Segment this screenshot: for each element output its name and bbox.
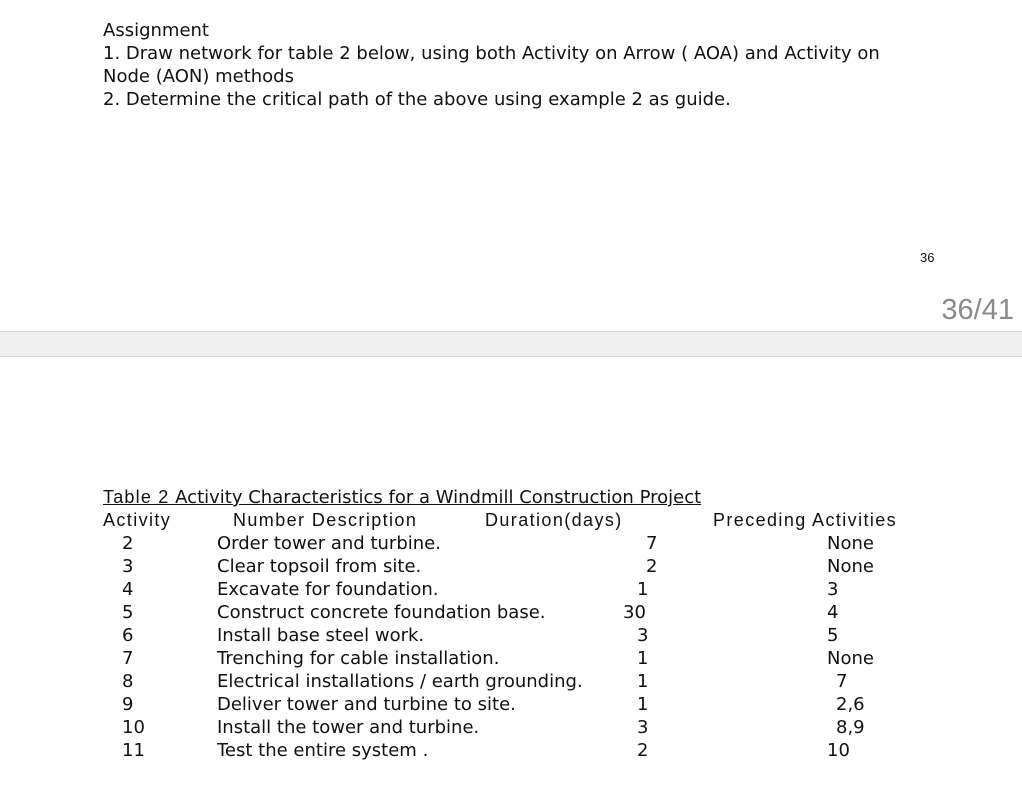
cell-preceding: 5 xyxy=(827,625,839,646)
header-description: Number Description xyxy=(233,510,418,530)
cell-preceding: 7 xyxy=(836,671,848,692)
table-caption xyxy=(103,487,701,508)
assignment-block xyxy=(103,19,983,111)
cell-activity: 11 xyxy=(122,740,145,761)
cell-activity: 3 xyxy=(122,556,134,577)
cell-duration: 7 xyxy=(646,533,658,554)
cell-duration: 3 xyxy=(637,625,649,646)
cell-description: Order tower and turbine. xyxy=(217,533,441,554)
table-row xyxy=(0,579,1022,602)
cell-description: Construct concrete foundation base. xyxy=(217,602,546,623)
cell-activity: 4 xyxy=(122,579,134,600)
cell-description: Electrical installations / earth grounding. xyxy=(217,671,583,692)
cell-preceding: None xyxy=(827,556,874,577)
table-row xyxy=(0,671,1022,694)
assignment-line-3: 2. Determine the critical path of the above using example 2 as guide. xyxy=(103,89,731,110)
cell-duration: 1 xyxy=(637,579,649,600)
table-row xyxy=(0,717,1022,740)
cell-description: Trenching for cable installation. xyxy=(217,648,500,669)
page-number: 36 xyxy=(920,250,935,265)
table-row xyxy=(0,602,1022,625)
cell-preceding: None xyxy=(827,648,874,669)
header-activity: Activity xyxy=(103,510,172,530)
table-row xyxy=(0,648,1022,671)
cell-activity: 8 xyxy=(122,671,134,692)
header-preceding: Preceding Activities xyxy=(713,510,898,530)
document-page-36 xyxy=(0,0,1022,332)
assignment-heading: Assignment xyxy=(103,20,209,41)
header-duration: Duration(days) xyxy=(485,510,623,530)
cell-description: Install base steel work. xyxy=(217,625,425,646)
cell-activity: 5 xyxy=(122,602,134,623)
cell-preceding: 3 xyxy=(827,579,839,600)
cell-activity: 6 xyxy=(122,625,134,646)
cell-activity: 10 xyxy=(122,717,145,738)
cell-activity: 7 xyxy=(122,648,134,669)
table-row xyxy=(0,556,1022,579)
assignment-line-2: Node (AON) methods xyxy=(103,66,294,87)
cell-description: Excavate for foundation. xyxy=(217,579,439,600)
table-row xyxy=(0,694,1022,717)
cell-preceding: 2,6 xyxy=(836,694,865,715)
page-counter: 36/41 xyxy=(941,294,1014,326)
cell-preceding: 8,9 xyxy=(836,717,865,738)
assignment-line-1: 1. Draw network for table 2 below, using both Activity on Arrow ( AOA) and Activity on xyxy=(103,43,880,64)
table-row xyxy=(0,625,1022,648)
table-row xyxy=(0,533,1022,556)
cell-activity: 2 xyxy=(122,533,134,554)
page-separator xyxy=(0,331,1022,357)
cell-preceding: 4 xyxy=(827,602,839,623)
table-row xyxy=(0,740,1022,763)
table-caption-text: Activity Characteristics for a Windmill Construction Project xyxy=(169,487,702,508)
cell-duration: 2 xyxy=(637,740,649,761)
cell-description: Deliver tower and turbine to site. xyxy=(217,694,516,715)
cell-description: Test the entire system . xyxy=(217,740,429,761)
cell-duration: 3 xyxy=(637,717,649,738)
cell-duration: 1 xyxy=(637,648,649,669)
cell-duration: 1 xyxy=(637,671,649,692)
cell-duration: 30 xyxy=(623,602,646,623)
table-caption-label: Table 2 xyxy=(103,487,170,507)
cell-duration: 2 xyxy=(646,556,658,577)
document-page-37 xyxy=(0,357,1022,806)
cell-description: Clear topsoil from site. xyxy=(217,556,422,577)
cell-activity: 9 xyxy=(122,694,134,715)
cell-preceding: 10 xyxy=(827,740,850,761)
cell-preceding: None xyxy=(827,533,874,554)
cell-description: Install the tower and turbine. xyxy=(217,717,480,738)
cell-duration: 1 xyxy=(637,694,649,715)
